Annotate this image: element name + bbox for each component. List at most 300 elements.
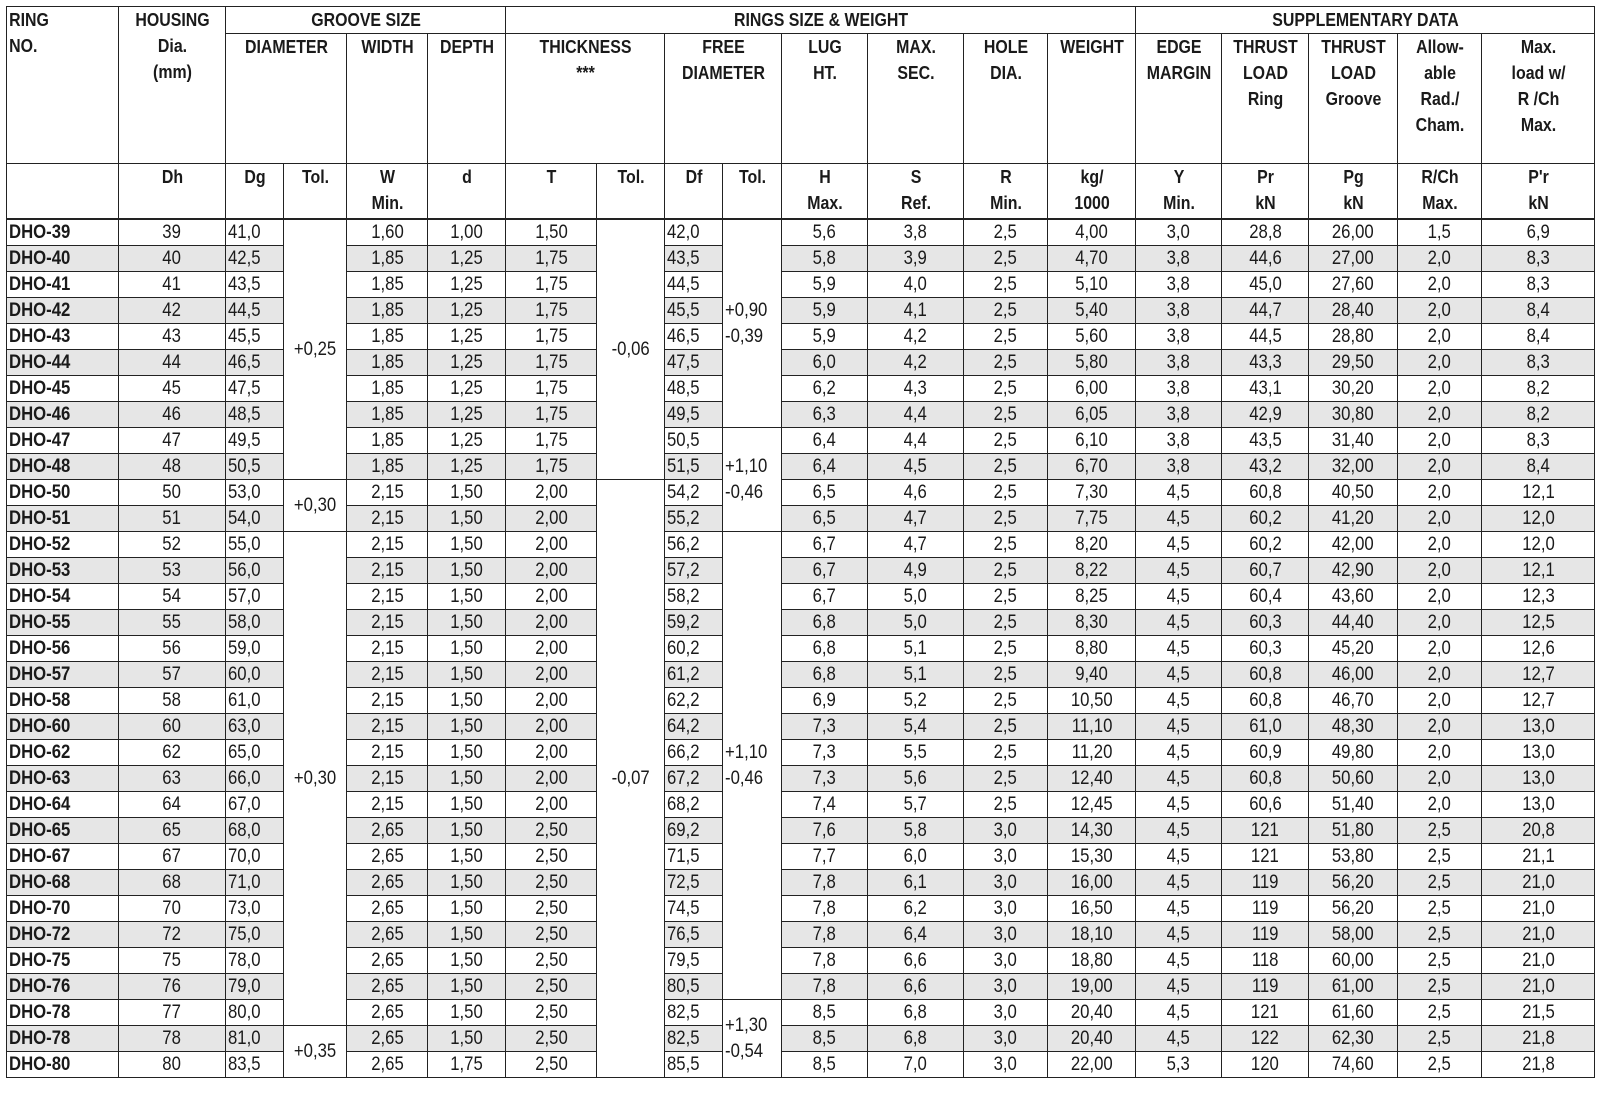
cell-t: 2,00	[506, 662, 597, 688]
cell-s: 5,2	[868, 688, 964, 714]
cell-kg: 19,00	[1048, 974, 1136, 1000]
cell-pg: 61,60	[1309, 1000, 1398, 1026]
cell-t: 2,00	[506, 532, 597, 558]
header-ring-no: RING NO.	[7, 7, 103, 164]
cell-w: 2,15	[347, 662, 428, 688]
cell-ppr: 8,4	[1482, 454, 1595, 480]
cell-h: 6,8	[782, 636, 868, 662]
cell-pr: 60,7	[1222, 558, 1309, 584]
free-diameter-tolerance-cell: +1,10 -0,46	[723, 532, 782, 1000]
cell-df: 66,2	[665, 740, 723, 766]
cell-ring: DHO-46	[7, 402, 119, 428]
cell-kg: 12,40	[1048, 766, 1136, 792]
cell-pr: 60,9	[1222, 740, 1309, 766]
cell-t: 1,75	[506, 376, 597, 402]
cell-rch: 2,0	[1398, 350, 1482, 376]
header-free-diameter: FREE DIAMETER	[673, 34, 774, 164]
cell-h: 7,6	[782, 818, 868, 844]
cell-t: 2,00	[506, 480, 597, 506]
cell-t: 1,75	[506, 454, 597, 480]
cell-d: 1,50	[428, 714, 506, 740]
symbol-d: d	[433, 164, 500, 220]
cell-y: 5,3	[1136, 1052, 1222, 1078]
cell-kg: 5,40	[1048, 298, 1136, 324]
cell-rch: 2,0	[1398, 636, 1482, 662]
cell-s: 5,0	[868, 584, 964, 610]
cell-rch: 2,5	[1398, 896, 1482, 922]
cell-t: 2,50	[506, 974, 597, 1000]
cell-r: 2,5	[964, 636, 1048, 662]
cell-d: 1,00	[428, 219, 506, 246]
cell-df: 80,5	[665, 974, 723, 1000]
cell-w: 2,15	[347, 558, 428, 584]
cell-pg: 60,00	[1309, 948, 1398, 974]
cell-t: 1,75	[506, 324, 597, 350]
cell-ring: DHO-63	[7, 766, 119, 792]
cell-ppr: 21,1	[1482, 844, 1595, 870]
cell-pg: 42,90	[1309, 558, 1398, 584]
cell-dh: 62	[119, 740, 226, 766]
cell-h: 6,5	[782, 480, 868, 506]
cell-rch: 2,0	[1398, 792, 1482, 818]
cell-ppr: 12,1	[1482, 558, 1595, 584]
cell-h: 7,3	[782, 714, 868, 740]
cell-dg: 63,0	[226, 714, 284, 740]
cell-r: 2,5	[964, 298, 1048, 324]
cell-rch: 2,0	[1398, 558, 1482, 584]
cell-pg: 29,50	[1309, 350, 1398, 376]
cell-df: 69,2	[665, 818, 723, 844]
cell-s: 4,7	[868, 506, 964, 532]
cell-pr: 121	[1222, 844, 1309, 870]
cell-dh: 40	[119, 246, 226, 272]
cell-y: 4,5	[1136, 818, 1222, 844]
table-row	[7, 922, 1595, 948]
cell-kg: 8,30	[1048, 610, 1136, 636]
cell-t: 2,50	[506, 870, 597, 896]
cell-t: 2,00	[506, 558, 597, 584]
cell-y: 4,5	[1136, 532, 1222, 558]
cell-dg: 66,0	[226, 766, 284, 792]
cell-w: 2,65	[347, 870, 428, 896]
cell-r: 2,5	[964, 766, 1048, 792]
cell-dg: 67,0	[226, 792, 284, 818]
cell-d: 1,25	[428, 246, 506, 272]
cell-r: 3,0	[964, 896, 1048, 922]
cell-pg: 51,80	[1309, 818, 1398, 844]
symbol-y-min: Y Min.	[1142, 164, 1216, 220]
cell-pg: 46,70	[1309, 688, 1398, 714]
table-row	[7, 350, 1595, 376]
cell-y: 4,5	[1136, 584, 1222, 610]
cell-ppr: 12,0	[1482, 506, 1595, 532]
cell-h: 6,8	[782, 662, 868, 688]
cell-dh: 48	[119, 454, 226, 480]
cell-y: 4,5	[1136, 610, 1222, 636]
cell-t: 2,00	[506, 610, 597, 636]
table-row	[7, 324, 1595, 350]
cell-ppr: 21,8	[1482, 1052, 1595, 1078]
header-rings-size-weight: RINGS SIZE & WEIGHT	[550, 7, 1092, 34]
cell-s: 5,6	[868, 766, 964, 792]
cell-ring: DHO-47	[7, 428, 119, 454]
cell-h: 6,7	[782, 532, 868, 558]
cell-h: 7,8	[782, 948, 868, 974]
cell-d: 1,50	[428, 662, 506, 688]
cell-dh: 45	[119, 376, 226, 402]
cell-rch: 2,5	[1398, 948, 1482, 974]
cell-d: 1,50	[428, 792, 506, 818]
cell-df: 82,5	[665, 1000, 723, 1026]
cell-ring: DHO-55	[7, 610, 119, 636]
cell-w: 2,65	[347, 1026, 428, 1052]
cell-kg: 6,00	[1048, 376, 1136, 402]
cell-rch: 2,0	[1398, 584, 1482, 610]
cell-h: 5,6	[782, 219, 868, 246]
cell-dh: 55	[119, 610, 226, 636]
symbol-dg: Dg	[230, 164, 280, 220]
cell-y: 4,5	[1136, 714, 1222, 740]
cell-y: 3,8	[1136, 402, 1222, 428]
header-thrust-load-ring: THRUST LOAD Ring	[1228, 34, 1303, 164]
cell-y: 4,5	[1136, 558, 1222, 584]
symbol-dh: Dh	[126, 164, 218, 220]
cell-pr: 60,8	[1222, 480, 1309, 506]
cell-ring: DHO-78	[7, 1000, 119, 1026]
table-row	[7, 376, 1595, 402]
cell-h: 7,8	[782, 974, 868, 1000]
cell-r: 2,5	[964, 246, 1048, 272]
cell-d: 1,25	[428, 454, 506, 480]
cell-d: 1,50	[428, 818, 506, 844]
cell-w: 2,65	[347, 844, 428, 870]
cell-t: 2,00	[506, 714, 597, 740]
cell-r: 2,5	[964, 480, 1048, 506]
header-thrust-load-groove: THRUST LOAD Groove	[1315, 34, 1392, 164]
cell-ppr: 21,0	[1482, 896, 1595, 922]
table-row	[7, 298, 1595, 324]
symbol-pg-kn: Pg kN	[1315, 164, 1392, 220]
cell-pr: 43,5	[1222, 428, 1309, 454]
cell-dg: 42,5	[226, 246, 284, 272]
header-width: WIDTH	[352, 34, 422, 164]
cell-dg: 83,5	[226, 1052, 284, 1078]
header-hole-dia: HOLE DIA.	[969, 34, 1041, 164]
cell-d: 1,50	[428, 636, 506, 662]
cell-s: 6,6	[868, 948, 964, 974]
cell-dg: 46,5	[226, 350, 284, 376]
cell-w: 2,65	[347, 1052, 428, 1078]
groove-tolerance-cell: +0,35	[284, 1026, 347, 1078]
cell-d: 1,50	[428, 1026, 506, 1052]
cell-ring: DHO-51	[7, 506, 119, 532]
cell-pg: 30,20	[1309, 376, 1398, 402]
cell-r: 3,0	[964, 1026, 1048, 1052]
cell-pr: 120	[1222, 1052, 1309, 1078]
cell-w: 1,85	[347, 454, 428, 480]
cell-dh: 56	[119, 636, 226, 662]
cell-d: 1,25	[428, 376, 506, 402]
cell-dg: 60,0	[226, 662, 284, 688]
cell-dh: 43	[119, 324, 226, 350]
cell-dg: 70,0	[226, 844, 284, 870]
cell-dg: 61,0	[226, 688, 284, 714]
cell-r: 3,0	[964, 818, 1048, 844]
cell-s: 5,4	[868, 714, 964, 740]
cell-r: 2,5	[964, 219, 1048, 246]
cell-pg: 40,50	[1309, 480, 1398, 506]
cell-rch: 2,5	[1398, 844, 1482, 870]
cell-pg: 51,40	[1309, 792, 1398, 818]
cell-s: 5,1	[868, 636, 964, 662]
cell-s: 4,3	[868, 376, 964, 402]
cell-dh: 57	[119, 662, 226, 688]
cell-s: 4,0	[868, 272, 964, 298]
cell-dg: 48,5	[226, 402, 284, 428]
cell-dh: 63	[119, 766, 226, 792]
cell-h: 5,9	[782, 272, 868, 298]
cell-kg: 11,10	[1048, 714, 1136, 740]
cell-dh: 80	[119, 1052, 226, 1078]
table-row	[7, 688, 1595, 714]
cell-dg: 65,0	[226, 740, 284, 766]
cell-ppr: 21,0	[1482, 922, 1595, 948]
cell-h: 6,4	[782, 454, 868, 480]
cell-d: 1,50	[428, 584, 506, 610]
cell-pr: 28,8	[1222, 219, 1309, 246]
cell-kg: 20,40	[1048, 1026, 1136, 1052]
cell-y: 4,5	[1136, 740, 1222, 766]
cell-d: 1,50	[428, 844, 506, 870]
cell-ppr: 13,0	[1482, 766, 1595, 792]
cell-rch: 2,0	[1398, 766, 1482, 792]
cell-r: 3,0	[964, 844, 1048, 870]
cell-ring: DHO-54	[7, 584, 119, 610]
cell-h: 7,4	[782, 792, 868, 818]
cell-pr: 118	[1222, 948, 1309, 974]
cell-h: 7,8	[782, 870, 868, 896]
cell-h: 6,7	[782, 584, 868, 610]
cell-dh: 47	[119, 428, 226, 454]
cell-rch: 2,0	[1398, 324, 1482, 350]
cell-dh: 78	[119, 1026, 226, 1052]
cell-rch: 2,0	[1398, 688, 1482, 714]
cell-w: 2,15	[347, 610, 428, 636]
cell-dg: 54,0	[226, 506, 284, 532]
cell-df: 45,5	[665, 298, 723, 324]
cell-dh: 39	[119, 219, 226, 246]
cell-r: 2,5	[964, 688, 1048, 714]
cell-ppr: 21,0	[1482, 948, 1595, 974]
table-row	[7, 1000, 1595, 1026]
cell-ring: DHO-53	[7, 558, 119, 584]
cell-df: 67,2	[665, 766, 723, 792]
cell-ppr: 8,3	[1482, 428, 1595, 454]
cell-r: 3,0	[964, 1052, 1048, 1078]
cell-w: 2,65	[347, 1000, 428, 1026]
cell-ppr: 8,4	[1482, 298, 1595, 324]
cell-kg: 18,80	[1048, 948, 1136, 974]
cell-y: 3,8	[1136, 324, 1222, 350]
cell-kg: 14,30	[1048, 818, 1136, 844]
cell-dh: 64	[119, 792, 226, 818]
cell-ppr: 13,0	[1482, 714, 1595, 740]
cell-ppr: 8,2	[1482, 376, 1595, 402]
cell-ppr: 12,3	[1482, 584, 1595, 610]
cell-w: 2,65	[347, 896, 428, 922]
cell-pg: 49,80	[1309, 740, 1398, 766]
cell-df: 85,5	[665, 1052, 723, 1078]
cell-ring: DHO-39	[7, 219, 119, 246]
header-diameter: DIAMETER	[234, 34, 338, 164]
cell-r: 3,0	[964, 974, 1048, 1000]
cell-w: 2,65	[347, 974, 428, 1000]
cell-rch: 2,0	[1398, 298, 1482, 324]
symbol-w-min: W Min.	[352, 164, 422, 220]
groove-tolerance-cell: +0,25	[284, 219, 347, 480]
cell-h: 6,8	[782, 610, 868, 636]
cell-pr: 60,2	[1222, 506, 1309, 532]
thickness-tolerance-cell: -0,07	[597, 480, 665, 1078]
cell-h: 7,8	[782, 922, 868, 948]
cell-ring: DHO-44	[7, 350, 119, 376]
header-supplementary-data: SUPPLEMENTARY DATA	[1168, 7, 1563, 34]
cell-ppr: 8,3	[1482, 350, 1595, 376]
cell-df: 51,5	[665, 454, 723, 480]
cell-y: 4,5	[1136, 1000, 1222, 1026]
table-row	[7, 740, 1595, 766]
cell-rch: 2,5	[1398, 870, 1482, 896]
cell-df: 54,2	[665, 480, 723, 506]
table-body	[7, 219, 1595, 1078]
cell-pg: 44,40	[1309, 610, 1398, 636]
cell-r: 2,5	[964, 532, 1048, 558]
cell-kg: 8,80	[1048, 636, 1136, 662]
cell-d: 1,50	[428, 974, 506, 1000]
cell-pg: 56,20	[1309, 870, 1398, 896]
cell-y: 4,5	[1136, 662, 1222, 688]
cell-ppr: 8,2	[1482, 402, 1595, 428]
table-row	[7, 272, 1595, 298]
cell-kg: 11,20	[1048, 740, 1136, 766]
cell-r: 2,5	[964, 402, 1048, 428]
cell-kg: 7,30	[1048, 480, 1136, 506]
cell-s: 6,2	[868, 896, 964, 922]
symbol-thickness-tol: Tol.	[601, 164, 659, 220]
cell-pr: 60,8	[1222, 766, 1309, 792]
cell-r: 2,5	[964, 714, 1048, 740]
cell-w: 2,15	[347, 688, 428, 714]
cell-r: 2,5	[964, 558, 1048, 584]
cell-rch: 2,5	[1398, 1026, 1482, 1052]
cell-dh: 54	[119, 584, 226, 610]
cell-pg: 50,60	[1309, 766, 1398, 792]
cell-rch: 2,5	[1398, 1000, 1482, 1026]
cell-y: 3,8	[1136, 272, 1222, 298]
cell-ppr: 21,8	[1482, 1026, 1595, 1052]
symbol-rch-max: R/Ch Max.	[1404, 164, 1476, 220]
cell-rch: 2,0	[1398, 246, 1482, 272]
cell-w: 2,15	[347, 506, 428, 532]
cell-ppr: 13,0	[1482, 740, 1595, 766]
header-groove-size: GROOVE SIZE	[245, 7, 486, 34]
cell-w: 1,85	[347, 298, 428, 324]
cell-h: 6,3	[782, 402, 868, 428]
table-row	[7, 792, 1595, 818]
cell-dg: 47,5	[226, 376, 284, 402]
cell-w: 2,15	[347, 480, 428, 506]
cell-kg: 5,10	[1048, 272, 1136, 298]
cell-kg: 9,40	[1048, 662, 1136, 688]
cell-pr: 43,2	[1222, 454, 1309, 480]
cell-ring: DHO-41	[7, 272, 119, 298]
cell-d: 1,25	[428, 350, 506, 376]
table-row	[7, 766, 1595, 792]
cell-pg: 28,80	[1309, 324, 1398, 350]
free-diameter-tolerance-cell: +1,10 -0,46	[723, 428, 782, 532]
cell-pg: 32,00	[1309, 454, 1398, 480]
cell-pg: 42,00	[1309, 532, 1398, 558]
cell-ppr: 12,1	[1482, 480, 1595, 506]
retaining-ring-spec-table	[6, 6, 1595, 1078]
cell-s: 5,0	[868, 610, 964, 636]
table-row	[7, 454, 1595, 480]
cell-ppr: 13,0	[1482, 792, 1595, 818]
free-diameter-tolerance-cell: +0,90 -0,39	[723, 219, 782, 428]
cell-df: 48,5	[665, 376, 723, 402]
cell-y: 3,8	[1136, 350, 1222, 376]
cell-pr: 60,8	[1222, 662, 1309, 688]
cell-rch: 2,0	[1398, 610, 1482, 636]
cell-kg: 8,25	[1048, 584, 1136, 610]
table-row	[7, 870, 1595, 896]
cell-s: 6,8	[868, 1026, 964, 1052]
cell-df: 44,5	[665, 272, 723, 298]
cell-pg: 62,30	[1309, 1026, 1398, 1052]
cell-dh: 51	[119, 506, 226, 532]
cell-pr: 44,6	[1222, 246, 1309, 272]
cell-d: 1,50	[428, 948, 506, 974]
cell-t: 1,50	[506, 219, 597, 246]
cell-pg: 58,00	[1309, 922, 1398, 948]
symbol-df: Df	[669, 164, 719, 220]
cell-dh: 41	[119, 272, 226, 298]
cell-w: 2,15	[347, 792, 428, 818]
cell-r: 2,5	[964, 584, 1048, 610]
cell-y: 4,5	[1136, 922, 1222, 948]
cell-r: 2,5	[964, 350, 1048, 376]
cell-pr: 43,3	[1222, 350, 1309, 376]
cell-kg: 18,10	[1048, 922, 1136, 948]
cell-s: 3,8	[868, 219, 964, 246]
cell-w: 1,60	[347, 219, 428, 246]
cell-kg: 5,60	[1048, 324, 1136, 350]
cell-df: 58,2	[665, 584, 723, 610]
cell-r: 2,5	[964, 428, 1048, 454]
cell-h: 6,2	[782, 376, 868, 402]
cell-pg: 41,20	[1309, 506, 1398, 532]
cell-ring: DHO-56	[7, 636, 119, 662]
cell-r: 2,5	[964, 792, 1048, 818]
cell-pr: 119	[1222, 896, 1309, 922]
table-row	[7, 636, 1595, 662]
cell-dh: 67	[119, 844, 226, 870]
cell-w: 2,15	[347, 584, 428, 610]
cell-pr: 119	[1222, 922, 1309, 948]
cell-d: 1,50	[428, 766, 506, 792]
symbol-h-max: H Max.	[788, 164, 862, 220]
cell-dh: 58	[119, 688, 226, 714]
